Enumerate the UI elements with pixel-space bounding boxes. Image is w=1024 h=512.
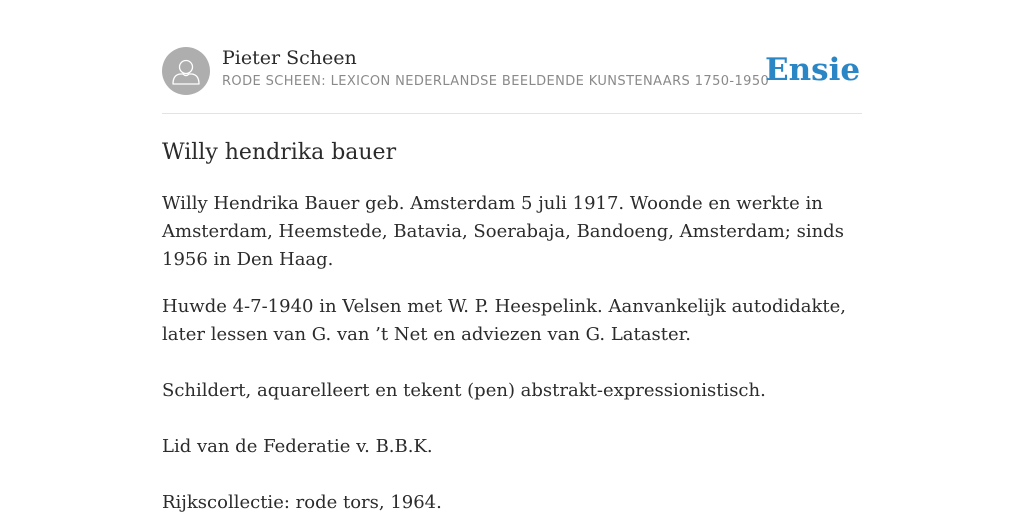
article-header (162, 46, 862, 96)
user-silhouette-icon (162, 47, 210, 95)
source-name[interactable]: RODE SCHEEN: LEXICON NEDERLANDSE BEELDENDE KUNSTENAARS 1750-1950 (222, 74, 770, 89)
paragraph: Rijkscollectie: rode tors, 1964. (162, 492, 442, 512)
article-title: Willy hendrika bauer (162, 140, 397, 165)
paragraph: Schildert, aquarelleert en tekent (pen) abstrakt-expressionistisch. (162, 380, 766, 401)
header-divider (162, 113, 862, 114)
author-avatar[interactable] (162, 47, 210, 95)
paragraph: Huwde 4-7-1940 in Velsen met W. P. Heespelink. Aanvankelijk autodidakte, later lessen van G. van ’t Net en adviezen van G. Lataster. (162, 296, 847, 345)
author-name[interactable]: Pieter Scheen (222, 47, 357, 69)
paragraph: Lid van de Federatie v. B.B.K. (162, 436, 433, 457)
ensie-logo[interactable]: Ensie (765, 52, 861, 88)
paragraph: Willy Hendrika Bauer geb. Amsterdam 5 juli 1917. Woonde en werkte in Amsterdam, Heemstede, Batavia, Soerabaja, Bandoeng, Amsterdam; sinds 1956 in Den Haag. (162, 193, 844, 270)
